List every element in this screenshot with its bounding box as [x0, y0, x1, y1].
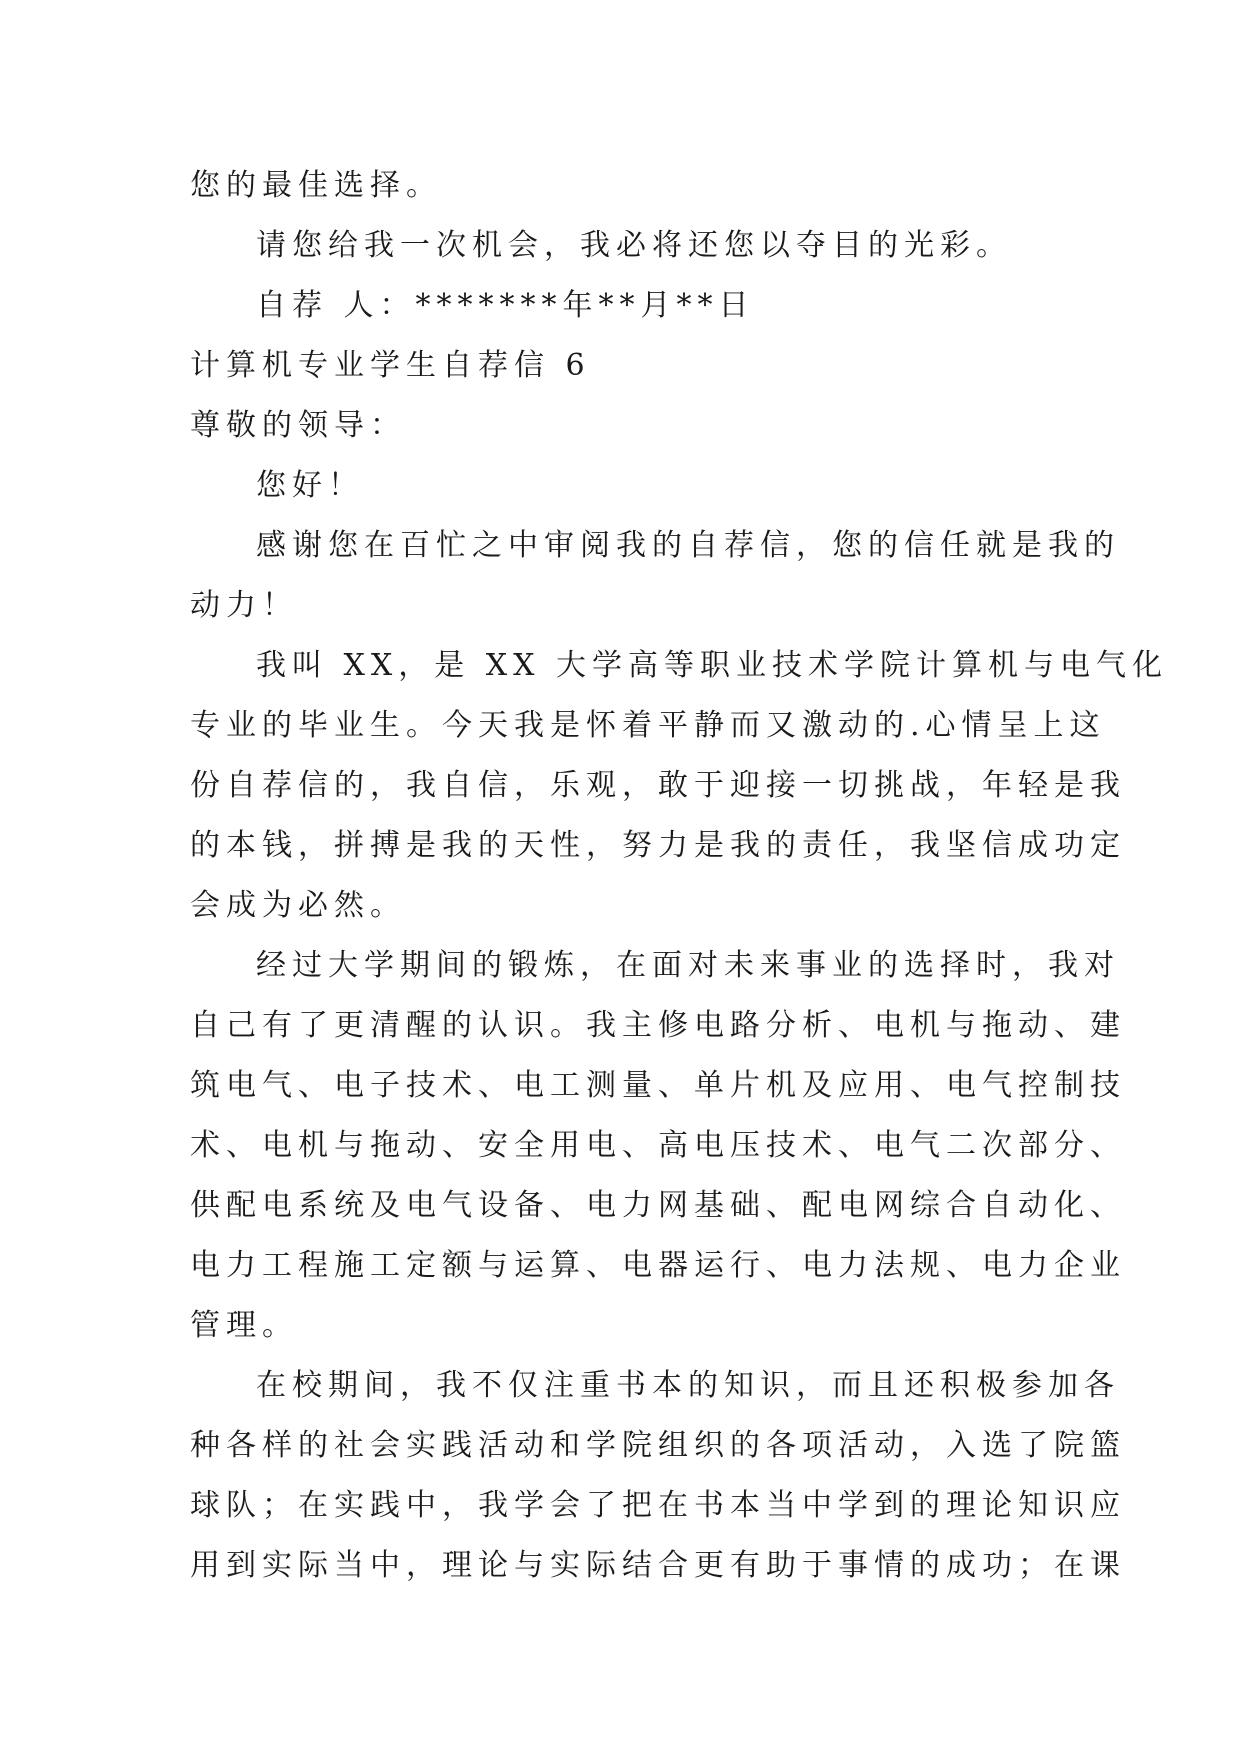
text-line: 电力工程施工定额与运算、电器运行、电力法规、电力企业	[190, 1248, 1126, 1283]
text-line: 球队；在实践中，我学会了把在书本当中学到的理论知识应	[190, 1488, 1126, 1523]
text-line: 术、电机与拖动、安全用电、高电压技术、电气二次部分、	[190, 1128, 1126, 1163]
salutation: 尊敬的领导：	[190, 408, 406, 443]
text-line: 专业的毕业生。今天我是怀着平静而又激动的.心情呈上这	[190, 708, 1106, 743]
greeting: 您好！	[256, 468, 364, 503]
signature-line: 自荐 人：*******年**月**日	[256, 288, 755, 323]
text-line: 筑电气、电子技术、电工测量、单片机及应用、电气控制技	[190, 1068, 1126, 1103]
letter-body	[190, 156, 1169, 1596]
letter-title: 计算机专业学生自荐信 6	[190, 348, 591, 383]
text-line: 自己有了更清醒的认识。我主修电路分析、电机与拖动、建	[190, 1008, 1126, 1043]
text-line: 种各样的社会实践活动和学院组织的各项活动，入选了院篮	[190, 1428, 1126, 1463]
text-line: 您的最佳选择。	[190, 168, 442, 203]
text-line: 的本钱，拼搏是我的天性，努力是我的责任，我坚信成功定	[190, 828, 1126, 863]
text-line: 在校期间，我不仅注重书本的知识，而且还积极参加各	[256, 1368, 1120, 1403]
text-line: 我叫 XX，是 XX 大学高等职业技术学院计算机与电气化	[256, 648, 1169, 683]
text-line: 感谢您在百忙之中审阅我的自荐信，您的信任就是我的	[256, 528, 1120, 563]
text-line: 用到实际当中，理论与实际结合更有助于事情的成功；在课	[190, 1548, 1126, 1583]
text-line: 会成为必然。	[190, 888, 406, 923]
text-line: 供配电系统及电气设备、电力网基础、配电网综合自动化、	[190, 1188, 1126, 1223]
text-line: 管理。	[190, 1308, 298, 1343]
text-line: 份自荐信的，我自信，乐观，敢于迎接一切挑战，年轻是我	[190, 768, 1126, 803]
text-line: 动力！	[190, 588, 298, 623]
text-line: 经过大学期间的锻炼，在面对未来事业的选择时，我对	[256, 948, 1120, 983]
text-line: 请您给我一次机会，我必将还您以夺目的光彩。	[256, 228, 1012, 263]
